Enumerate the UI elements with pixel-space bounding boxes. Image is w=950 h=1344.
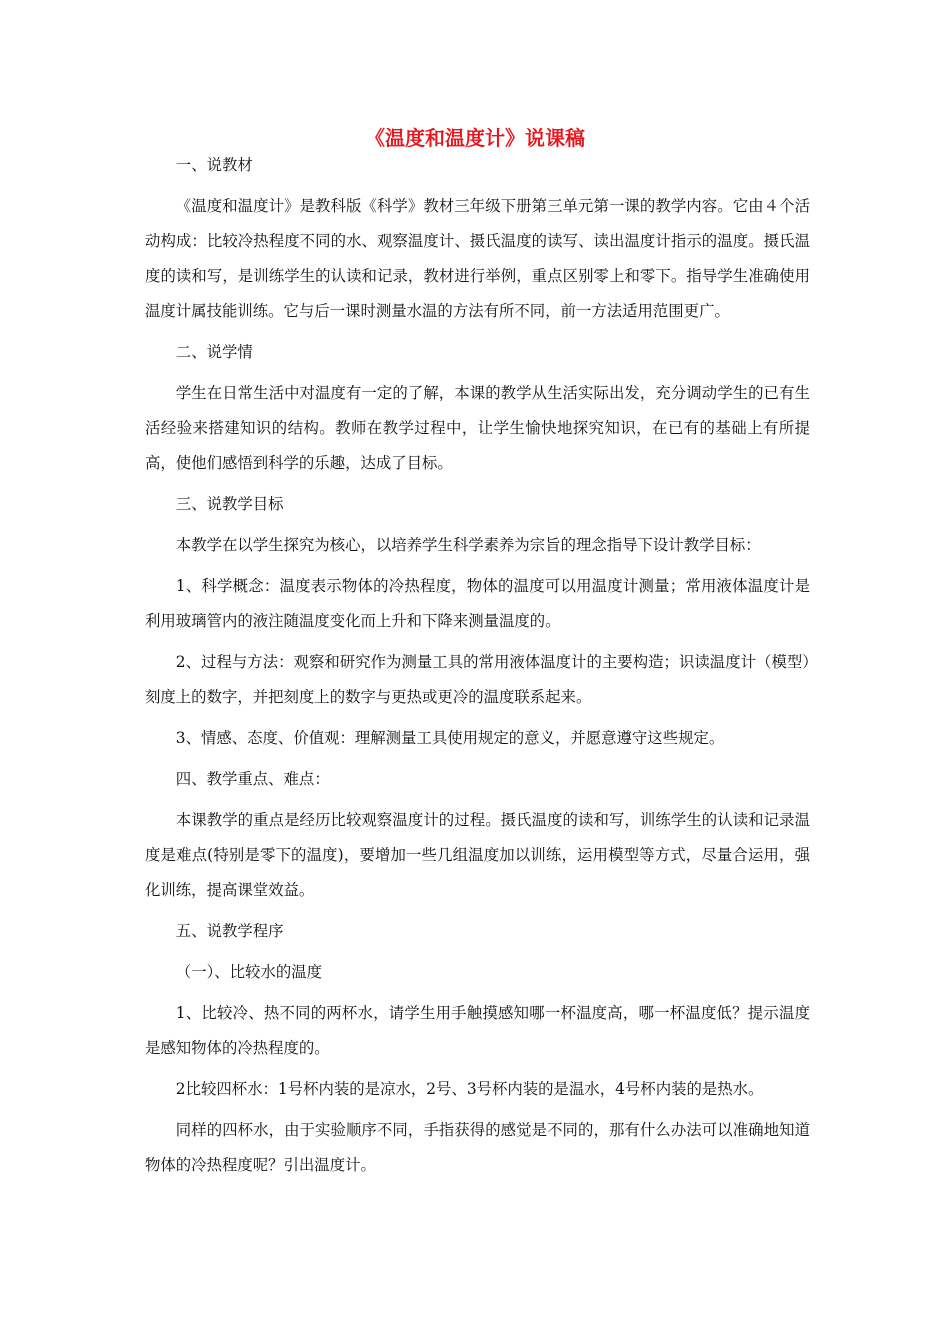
paragraph: 2比较四杯水：1号杯内装的是凉水，2号、3号杯内装的是温水，4号杯内装的是热水。 <box>175 1080 764 1098</box>
section-heading-textbook: 一、说教材 <box>175 156 253 174</box>
section-heading-objectives: 三、说教学目标 <box>175 495 284 513</box>
page-title: 《温度和温度计》说课稿 <box>365 126 585 150</box>
paragraph: 本教学在以学生探究为核心，以培养学生科学素养为宗旨的理念指导下设计教学目标： <box>175 536 761 554</box>
document-body <box>145 148 810 1189</box>
section-heading-learners: 二、说学情 <box>175 343 253 361</box>
paragraph: 2、过程与方法：观察和研究作为测量工具的常用液体温度计的主要构造；识读温度计（模型）刻度上的数字，并把刻度上的数字与更热或更冷的温度联系起来。 <box>145 653 810 706</box>
paragraph: 《温度和温度计》是教科版《科学》教材三年级下册第三单元第一课的教学内容。它由４个活动构成：比较冷热程度不同的水、观察温度计、摄氏温度的读写、读出温度计指示的温度。摄氏温度的读和写，是训练学生的认读和记录，教材进行举例，重点区别零上和零下。指导学生准确使用温度计属技能训练。它与后一课时测量水温的方法有所不同，前一方法适用范围更广。 <box>145 197 810 320</box>
section-heading-key-points: 四、教学重点、难点： <box>175 770 330 788</box>
paragraph: 本课教学的重点是经历比较观察温度计的过程。摄氏温度的读和写，训练学生的认读和记录温度是难点(特别是零下的温度)，要增加一些几组温度加以训练，运用模型等方式，尽量合运用，强化训练，提高课堂效益。 <box>145 811 810 899</box>
paragraph: 1、比较冷、热不同的两杯水，请学生用手触摸感知哪一杯温度高，哪一杯温度低？提示温度是感知物体的冷热程度的。 <box>145 1004 810 1057</box>
paragraph: 同样的四杯水，由于实验顺序不同，手指获得的感觉是不同的，那有什么办法可以准确地知道物体的冷热程度呢？引出温度计。 <box>145 1121 810 1174</box>
paragraph: 学生在日常生活中对温度有一定的了解，本课的教学从生活实际出发，充分调动学生的已有生活经验来搭建知识的结构。教师在教学过程中，让学生愉快地探究知识，在已有的基础上有所提高，使他们感悟到科学的乐趣，达成了目标。 <box>145 384 810 472</box>
subsection-heading-compare-water: （一）、比较水的温度 <box>175 963 323 981</box>
paragraph: 3、情感、态度、价值观：理解测量工具使用规定的意义，并愿意遵守这些规定。 <box>175 729 725 747</box>
section-heading-procedure: 五、说教学程序 <box>175 922 284 940</box>
paragraph: 1、科学概念：温度表示物体的冷热程度，物体的温度可以用温度计测量；常用液体温度计是利用玻璃管内的液注随温度变化而上升和下降来测量温度的。 <box>145 577 810 630</box>
